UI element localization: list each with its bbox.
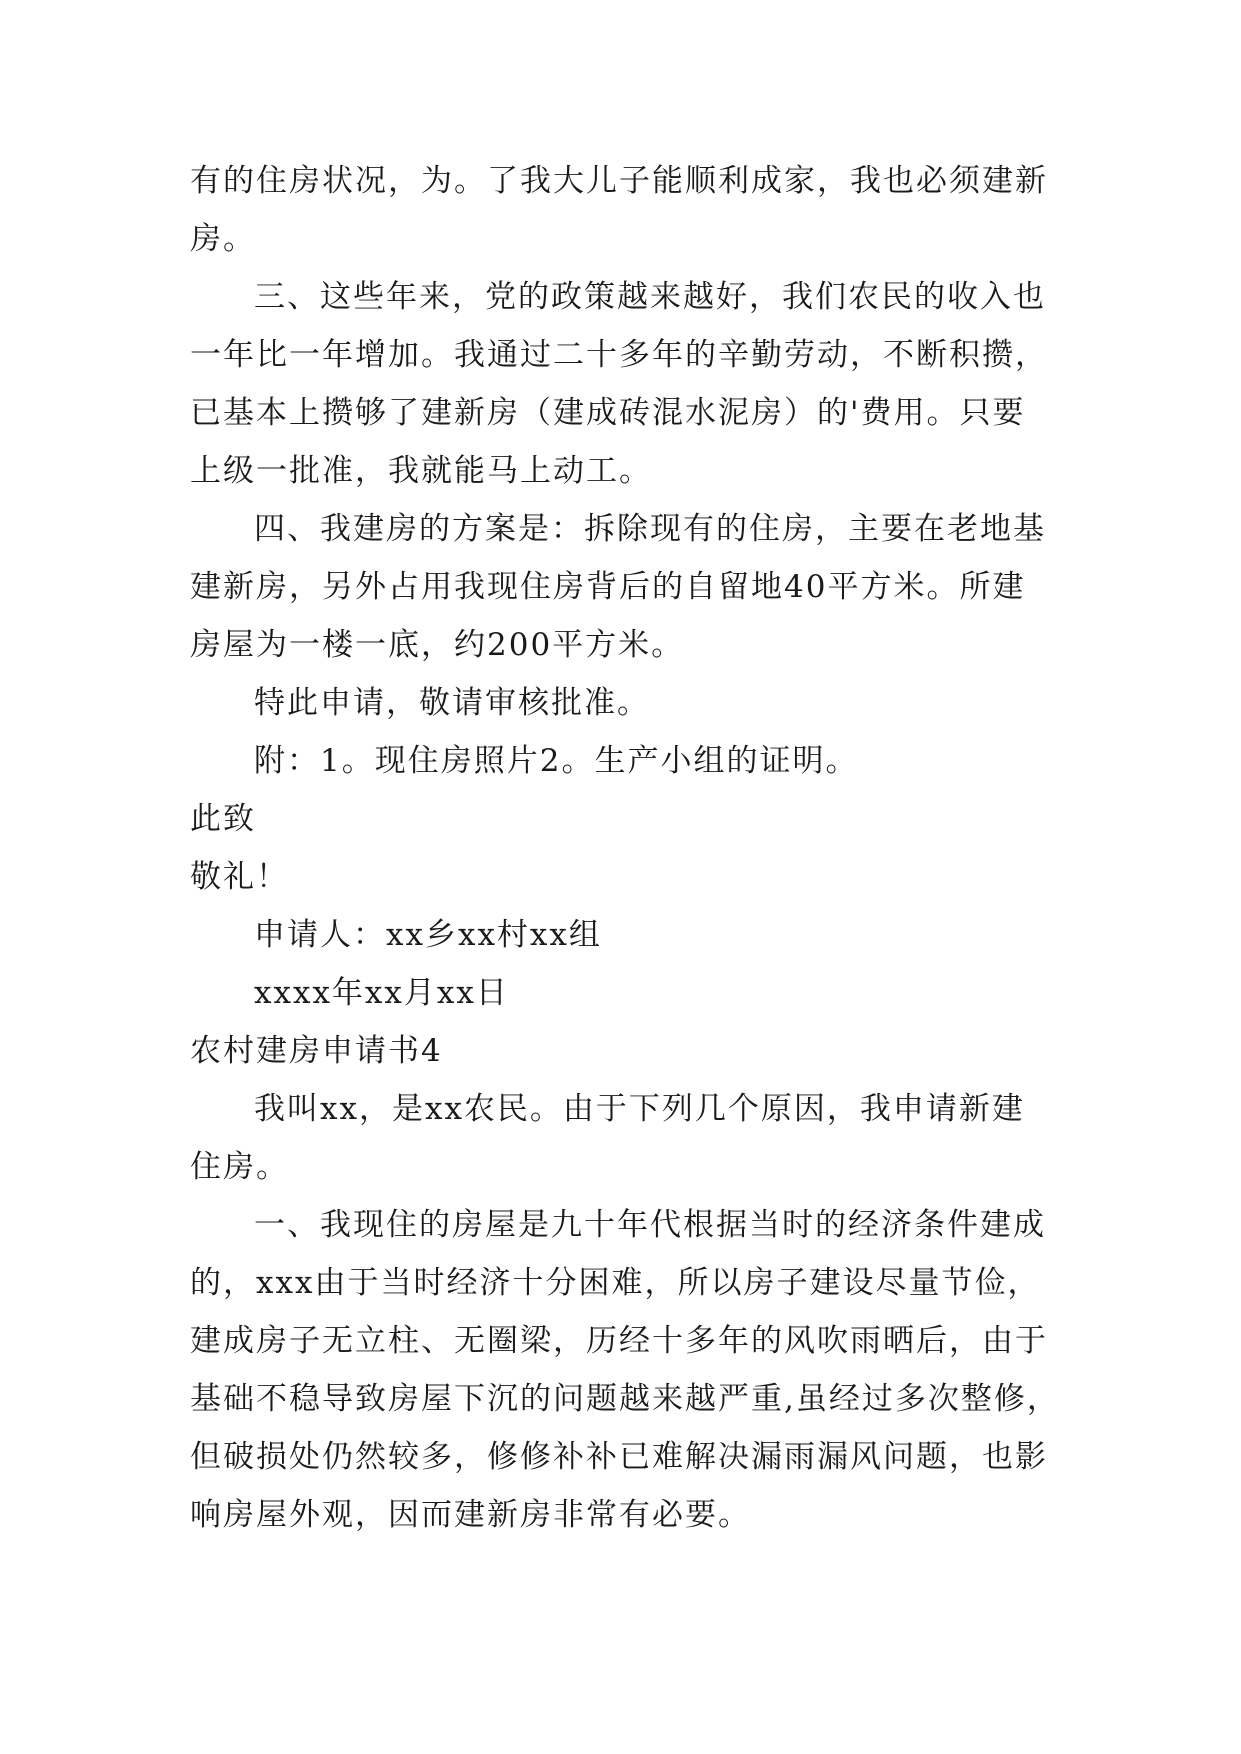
text-line: 三、这些年来，党的政策越来越好，我们农民的收入也 [254,279,1046,315]
text-line: 的，xxx由于当时经济十分困难，所以房子建设尽量节俭， [190,1265,1041,1301]
text-line: 特此申请，敬请审核批准。 [254,685,650,721]
applicant-line: 申请人：xx乡xx村xx组 [254,917,602,953]
text-line: 建新房，另外占用我现住房背后的自留地40平方米。所建 [190,569,1026,605]
document-body [190,152,1060,1544]
text-line: 建成房子无立柱、无圈梁，历经十多年的风吹雨晒后，由于 [190,1323,1048,1359]
text-line: 住房。 [190,1149,289,1185]
text-line: 基础不稳导致房屋下沉的问题越来越严重,虽经过多次整修， [190,1381,1060,1417]
section-title: 农村建房申请书4 [190,1033,443,1069]
text-line: 我叫xx，是xx农民。由于下列几个原因，我申请新建 [254,1091,1025,1127]
date-line: xxxx年xx月xx日 [254,975,509,1011]
salutation-line: 敬礼！ [190,859,289,895]
text-line: 有的住房状况，为。了我大儿子能顺利成家，我也必须建新 [190,163,1048,199]
text-line: 一、我现住的房屋是九十年代根据当时的经济条件建成 [254,1207,1046,1243]
text-line: 响房屋外观，因而建新房非常有必要。 [190,1497,751,1533]
text-line: 房。 [190,221,256,257]
text-line: 四、我建房的方案是：拆除现有的住房，主要在老地基 [254,511,1046,547]
text-line: 已基本上攒够了建新房（建成砖混水泥房）的'费用。只要 [190,395,1026,431]
text-line: 一年比一年增加。我通过二十多年的辛勤劳动，不断积攒， [190,337,1048,373]
text-line: 但破损处仍然较多，修修补补已难解决漏雨漏风问题，也影 [190,1439,1048,1475]
text-line: 附：1。现住房照片2。生产小组的证明。 [254,743,859,779]
text-line: 上级一批准，我就能马上动工。 [190,453,652,489]
salutation-line: 此致 [190,801,256,837]
text-line: 房屋为一楼一底，约200平方米。 [190,627,685,663]
